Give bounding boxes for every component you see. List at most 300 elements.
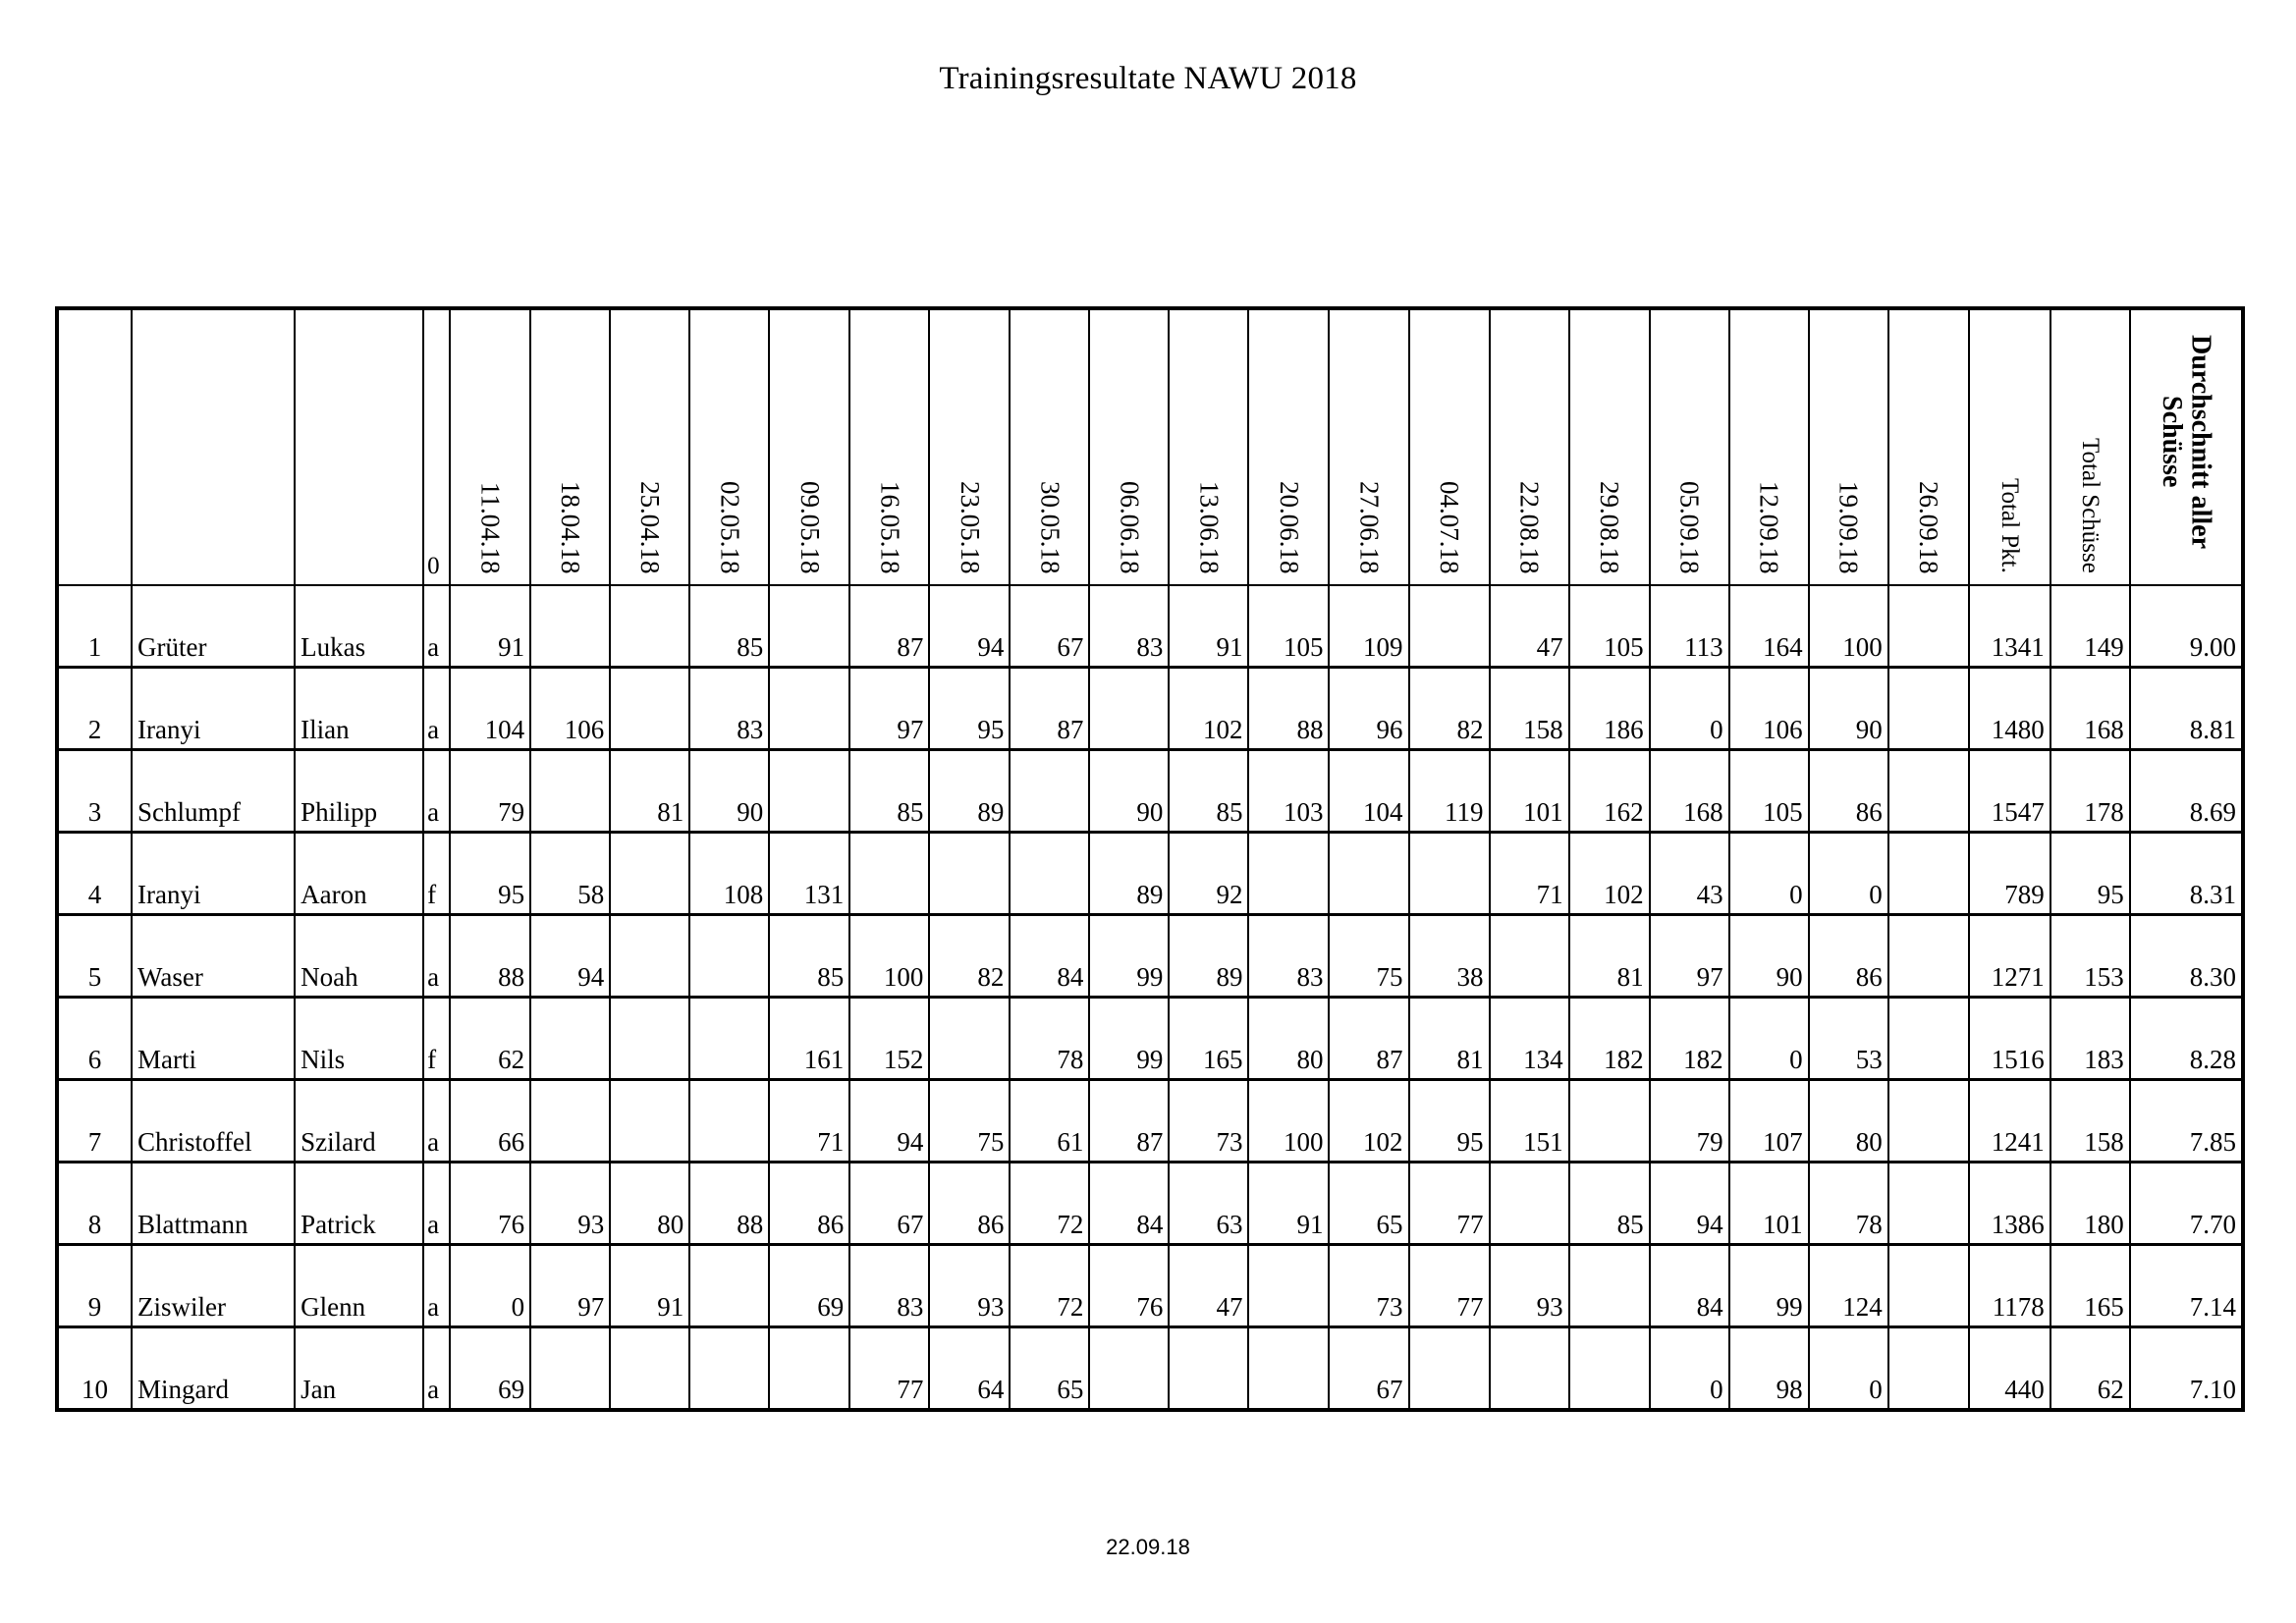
total-shots-cell: 153 [2050,915,2130,998]
score-cell: 0 [1650,1327,1729,1411]
score-cell: 91 [610,1245,689,1327]
date-header [1729,308,1809,585]
date-header-label: 11.04.18 [475,481,506,573]
score-cell [1248,1327,1329,1411]
first-name-cell: Philipp [295,750,423,833]
score-cell: 84 [1650,1245,1729,1327]
score-cell: 69 [769,1245,849,1327]
score-cell: 0 [1729,833,1809,915]
average-cell: 7.85 [2130,1080,2243,1163]
total-points-cell: 1480 [1969,668,2050,750]
rank-cell: 6 [57,998,132,1080]
score-cell: 88 [1248,668,1329,750]
score-cell [769,1327,849,1411]
total-shots-cell: 183 [2050,998,2130,1080]
score-cell: 95 [1409,1080,1490,1163]
total-points-cell: 440 [1969,1327,2050,1411]
score-cell: 80 [1248,998,1329,1080]
score-cell: 90 [689,750,769,833]
score-cell: 83 [1248,915,1329,998]
score-cell: 105 [1248,585,1329,668]
score-cell: 43 [1650,833,1729,915]
date-header-label: 18.04.18 [556,480,586,573]
first-name-cell: Szilard [295,1080,423,1163]
average-cell: 8.28 [2130,998,2243,1080]
first-name-cell: Jan [295,1327,423,1411]
total-shots-cell: 158 [2050,1080,2130,1163]
score-cell [929,833,1010,915]
score-cell: 109 [1329,585,1408,668]
score-cell [610,668,689,750]
date-header-label: 19.09.18 [1833,480,1864,573]
score-cell: 65 [1010,1327,1089,1411]
date-header-label: 09.05.18 [794,480,825,573]
total-shots-header [2050,308,2130,585]
score-cell: 94 [530,915,610,998]
table-row [57,1245,2243,1327]
score-cell: 85 [689,585,769,668]
date-header-label: 22.08.18 [1514,480,1545,573]
score-cell: 58 [530,833,610,915]
score-cell [1010,833,1089,915]
score-cell [689,1080,769,1163]
table-row [57,998,2243,1080]
score-cell: 165 [1169,998,1248,1080]
average-cell: 8.31 [2130,833,2243,915]
date-header [1888,308,1969,585]
score-cell: 0 [1729,998,1809,1080]
score-cell: 85 [1169,750,1248,833]
total-shots-cell: 178 [2050,750,2130,833]
date-header-label: 27.06.18 [1354,480,1385,573]
score-cell: 91 [1248,1163,1329,1245]
score-cell: 161 [769,998,849,1080]
score-cell: 77 [1409,1163,1490,1245]
date-header-label: 02.05.18 [715,480,745,573]
score-cell: 88 [689,1163,769,1245]
score-cell: 98 [1729,1327,1809,1411]
score-cell: 80 [610,1163,689,1245]
score-cell: 164 [1729,585,1809,668]
document-title: Trainingsresultate NAWU 2018 [939,61,1357,96]
score-cell: 81 [1409,998,1490,1080]
date-header-label: 30.05.18 [1035,480,1066,573]
score-cell: 100 [1248,1080,1329,1163]
score-cell [530,585,610,668]
date-header [1169,308,1248,585]
last-name-header [132,308,295,585]
score-cell: 81 [1569,915,1650,998]
score-cell: 38 [1409,915,1490,998]
score-cell: 84 [1089,1163,1169,1245]
last-name-cell: Iranyi [132,833,295,915]
score-cell: 86 [1809,915,1888,998]
score-cell: 102 [1169,668,1248,750]
date-header [929,308,1010,585]
score-cell: 0 [1809,833,1888,915]
group-cell: f [423,998,450,1080]
score-cell [610,585,689,668]
score-cell: 64 [929,1327,1010,1411]
score-cell [1888,833,1969,915]
date-header [1650,308,1729,585]
last-name-cell: Iranyi [132,668,295,750]
total-shots-cell: 62 [2050,1327,2130,1411]
table-row [57,915,2243,998]
table-row [57,585,2243,668]
score-cell: 93 [1490,1245,1569,1327]
score-cell: 158 [1490,668,1569,750]
score-cell: 152 [849,998,929,1080]
score-cell: 83 [689,668,769,750]
score-cell: 90 [1089,750,1169,833]
rank-cell: 9 [57,1245,132,1327]
first-name-cell: Noah [295,915,423,998]
table-body [57,585,2243,1410]
group-cell: f [423,833,450,915]
table-row [57,1327,2243,1411]
score-cell: 0 [450,1245,530,1327]
score-cell: 102 [1329,1080,1408,1163]
score-cell: 53 [1809,998,1888,1080]
score-cell: 67 [849,1163,929,1245]
header-row [57,308,2243,585]
score-cell [610,915,689,998]
score-cell: 79 [450,750,530,833]
score-cell: 90 [1809,668,1888,750]
score-cell [530,1080,610,1163]
score-cell: 108 [689,833,769,915]
last-name-cell: Christoffel [132,1080,295,1163]
score-cell: 151 [1490,1080,1569,1163]
total-points-cell: 1516 [1969,998,2050,1080]
score-cell [1490,1327,1569,1411]
date-header-label: 06.06.18 [1115,480,1145,573]
score-cell: 105 [1729,750,1809,833]
score-cell: 85 [769,915,849,998]
date-header [1409,308,1490,585]
score-cell: 87 [1329,998,1408,1080]
score-cell: 85 [849,750,929,833]
score-cell: 104 [1329,750,1408,833]
score-cell [1490,915,1569,998]
score-cell [530,1327,610,1411]
rank-cell: 3 [57,750,132,833]
average-cell: 7.70 [2130,1163,2243,1245]
group-cell: a [423,1080,450,1163]
score-cell: 67 [1329,1327,1408,1411]
score-cell: 69 [450,1327,530,1411]
score-cell: 83 [1089,585,1169,668]
score-cell [689,1327,769,1411]
score-cell: 77 [1409,1245,1490,1327]
first-name-cell: Lukas [295,585,423,668]
score-cell: 83 [849,1245,929,1327]
score-cell: 47 [1169,1245,1248,1327]
score-cell: 97 [1650,915,1729,998]
score-cell: 0 [1650,668,1729,750]
date-header [530,308,610,585]
score-cell: 102 [1569,833,1650,915]
total-points-cell: 1547 [1969,750,2050,833]
score-cell [1010,750,1089,833]
date-header [1089,308,1169,585]
score-cell: 89 [1169,915,1248,998]
table-row [57,1163,2243,1245]
group-cell: a [423,1245,450,1327]
score-cell [1409,585,1490,668]
score-cell: 62 [450,998,530,1080]
score-cell: 162 [1569,750,1650,833]
score-cell: 131 [769,833,849,915]
score-cell [769,750,849,833]
average-cell: 9.00 [2130,585,2243,668]
date-header [849,308,929,585]
score-cell [1569,1080,1650,1163]
score-cell: 73 [1329,1245,1408,1327]
score-cell: 0 [1809,1327,1888,1411]
last-name-cell: Grüter [132,585,295,668]
last-name-cell: Waser [132,915,295,998]
score-cell: 86 [769,1163,849,1245]
total-shots-cell: 180 [2050,1163,2130,1245]
score-cell: 93 [929,1245,1010,1327]
group-cell: a [423,585,450,668]
score-cell [1329,833,1408,915]
table-row [57,833,2243,915]
score-cell: 78 [1010,998,1089,1080]
score-cell [1888,1080,1969,1163]
date-header [1490,308,1569,585]
score-cell [1248,1245,1329,1327]
rank-cell: 4 [57,833,132,915]
average-cell: 7.14 [2130,1245,2243,1327]
score-cell: 61 [1010,1080,1089,1163]
score-cell: 91 [1169,585,1248,668]
rank-cell: 10 [57,1327,132,1411]
score-cell [1888,668,1969,750]
rank-cell: 2 [57,668,132,750]
date-header-label: 12.09.18 [1754,480,1784,573]
date-header-label: 29.08.18 [1595,480,1625,573]
score-cell: 182 [1650,998,1729,1080]
date-header-label: 16.05.18 [875,480,905,573]
rank-cell: 8 [57,1163,132,1245]
score-cell: 86 [929,1163,1010,1245]
first-name-cell: Nils [295,998,423,1080]
score-cell [1888,1327,1969,1411]
first-name-cell: Ilian [295,668,423,750]
score-cell: 63 [1169,1163,1248,1245]
rank-cell: 1 [57,585,132,668]
score-cell: 101 [1729,1163,1809,1245]
total-points-header-label: Total Pkt. [1995,478,2023,573]
date-header [1248,308,1329,585]
date-header-label: 26.09.18 [1914,480,1944,573]
score-cell: 47 [1490,585,1569,668]
date-header [1010,308,1089,585]
average-cell: 8.69 [2130,750,2243,833]
date-header-label: 25.04.18 [635,480,666,573]
score-cell: 71 [769,1080,849,1163]
first-name-header [295,308,423,585]
score-cell: 75 [1329,915,1408,998]
date-header-label: 20.06.18 [1274,480,1304,573]
average-header [2130,308,2243,585]
score-cell: 72 [1010,1163,1089,1245]
score-cell: 72 [1010,1245,1089,1327]
score-cell: 100 [1809,585,1888,668]
last-name-cell: Schlumpf [132,750,295,833]
average-cell: 7.10 [2130,1327,2243,1411]
date-header [610,308,689,585]
score-cell [689,915,769,998]
score-cell: 113 [1650,585,1729,668]
score-cell [849,833,929,915]
score-cell: 79 [1650,1080,1729,1163]
average-cell: 8.30 [2130,915,2243,998]
score-cell: 93 [530,1163,610,1245]
score-cell: 99 [1089,998,1169,1080]
score-cell: 89 [1089,833,1169,915]
total-shots-cell: 165 [2050,1245,2130,1327]
score-cell [1888,585,1969,668]
score-cell [929,998,1010,1080]
score-cell: 77 [849,1327,929,1411]
score-cell [769,585,849,668]
average-cell: 8.81 [2130,668,2243,750]
score-cell: 168 [1650,750,1729,833]
date-header [450,308,530,585]
total-points-cell: 1341 [1969,585,2050,668]
score-cell: 101 [1490,750,1569,833]
score-cell [769,668,849,750]
score-cell [1169,1327,1248,1411]
score-cell [1888,1163,1969,1245]
score-cell: 88 [450,915,530,998]
score-cell: 65 [1329,1163,1408,1245]
rank-cell: 5 [57,915,132,998]
score-cell [1248,833,1329,915]
score-cell [689,1245,769,1327]
score-cell: 95 [929,668,1010,750]
score-cell: 89 [929,750,1010,833]
score-cell: 134 [1490,998,1569,1080]
score-cell [1888,750,1969,833]
date-header [1569,308,1650,585]
total-points-cell: 1178 [1969,1245,2050,1327]
score-cell [1888,998,1969,1080]
score-cell [1409,833,1490,915]
score-cell [610,833,689,915]
results-table [55,306,2245,1412]
score-cell [530,750,610,833]
date-header-label: 13.06.18 [1194,480,1225,573]
total-shots-cell: 149 [2050,585,2130,668]
score-cell: 76 [1089,1245,1169,1327]
score-cell: 107 [1729,1080,1809,1163]
score-cell: 97 [849,668,929,750]
score-cell: 82 [929,915,1010,998]
score-cell: 94 [1650,1163,1729,1245]
date-header-label: 05.09.18 [1674,480,1705,573]
score-cell: 186 [1569,668,1650,750]
score-cell: 119 [1409,750,1490,833]
footer-date: 22.09.18 [1106,1535,1190,1559]
score-cell [610,998,689,1080]
score-cell [610,1327,689,1411]
score-cell: 84 [1010,915,1089,998]
total-shots-cell: 95 [2050,833,2130,915]
date-header [1809,308,1888,585]
score-cell: 182 [1569,998,1650,1080]
score-cell [1569,1245,1650,1327]
score-cell: 87 [849,585,929,668]
score-cell: 106 [1729,668,1809,750]
total-points-header [1969,308,2050,585]
date-header [769,308,849,585]
score-cell: 96 [1329,668,1408,750]
score-cell: 71 [1490,833,1569,915]
group-cell: a [423,1327,450,1411]
last-name-cell: Ziswiler [132,1245,295,1327]
score-cell: 94 [849,1080,929,1163]
score-cell: 94 [929,585,1010,668]
score-cell: 106 [530,668,610,750]
score-cell: 73 [1169,1080,1248,1163]
score-cell: 87 [1010,668,1089,750]
score-cell: 75 [929,1080,1010,1163]
table-row [57,1080,2243,1163]
score-cell [1888,915,1969,998]
score-cell: 104 [450,668,530,750]
score-cell [1569,1327,1650,1411]
score-cell: 66 [450,1080,530,1163]
score-cell: 85 [1569,1163,1650,1245]
score-cell: 124 [1809,1245,1888,1327]
date-header [1329,308,1408,585]
score-cell: 86 [1809,750,1888,833]
score-cell: 90 [1729,915,1809,998]
score-cell [1490,1163,1569,1245]
score-cell: 100 [849,915,929,998]
score-cell: 80 [1809,1080,1888,1163]
score-cell: 105 [1569,585,1650,668]
last-name-cell: Mingard [132,1327,295,1411]
first-name-cell: Aaron [295,833,423,915]
score-cell [1089,1327,1169,1411]
score-cell [1409,1327,1490,1411]
score-cell: 95 [450,833,530,915]
rank-cell: 7 [57,1080,132,1163]
group-header: 0 [423,308,450,585]
total-points-cell: 1241 [1969,1080,2050,1163]
score-cell [530,998,610,1080]
table-row [57,668,2243,750]
group-cell: a [423,750,450,833]
score-cell: 91 [450,585,530,668]
average-header-label: Durchschnitt aller Schüsse [2156,334,2216,550]
score-cell: 81 [610,750,689,833]
score-cell: 76 [450,1163,530,1245]
total-points-cell: 1271 [1969,915,2050,998]
score-cell: 92 [1169,833,1248,915]
group-cell: a [423,915,450,998]
score-cell: 78 [1809,1163,1888,1245]
score-cell: 99 [1089,915,1169,998]
first-name-cell: Glenn [295,1245,423,1327]
total-shots-cell: 168 [2050,668,2130,750]
